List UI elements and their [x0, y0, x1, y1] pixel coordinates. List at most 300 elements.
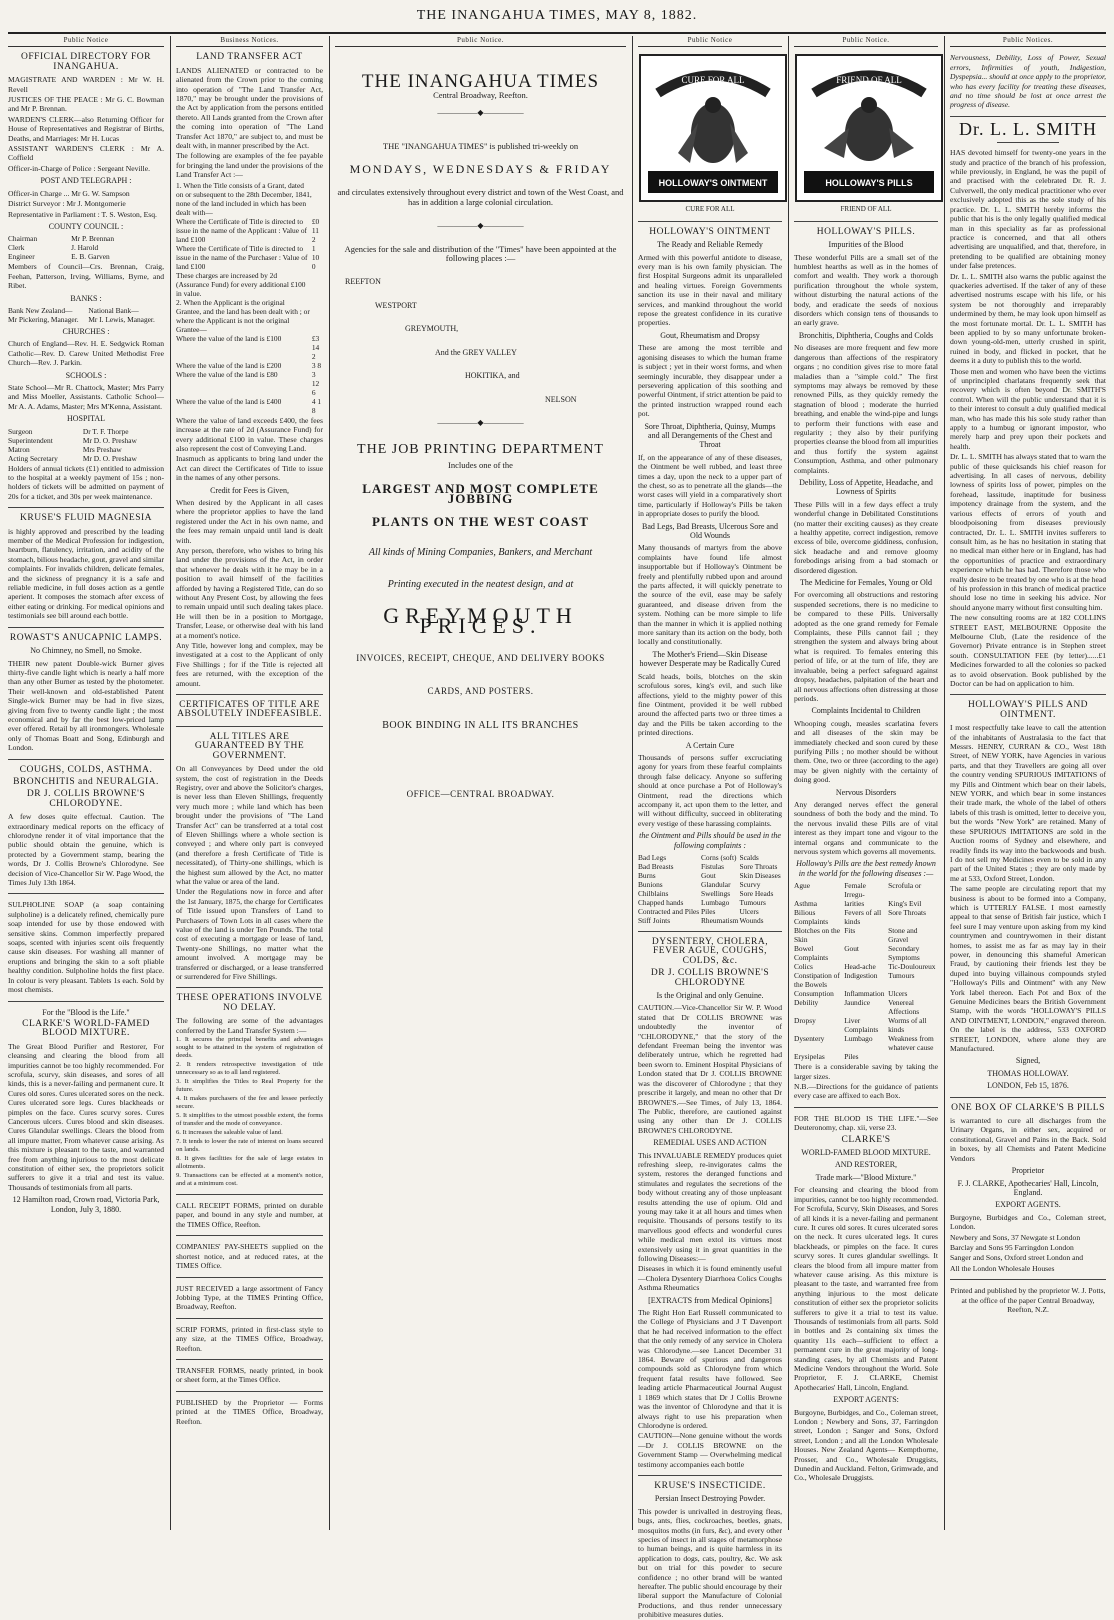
times-title: THE INANGAHUA TIMES — [361, 71, 600, 93]
remedial-heading: REMEDIAL USES AND ACTION — [653, 1138, 767, 1148]
table-cell: Scrofula or — [888, 881, 922, 891]
divider — [997, 142, 1059, 143]
table-cell: Stone and Gravel — [888, 926, 918, 945]
column-5 — [794, 36, 938, 1530]
table-row — [638, 916, 782, 925]
banks-table — [8, 306, 164, 324]
table-row — [176, 271, 323, 298]
fees-note: Where the value of land exceeds £400, the fees increase at the rate of 2d (Assurance Fund) for every additional £100 in value. These charges also represent the cost of Conveying Land. — [176, 415, 323, 453]
insecticide-subtitle: Persian Insect Destroying Powder. — [654, 1494, 766, 1504]
holloway-notice-text-2: The same people are circulating report that my business is about to be formed into a Company, which is UTTERLY FALSE. I most earnestly appeal to that sense of British fair justice, which I feel sure I may venture upon asking from my kind countrymen and countrywomen in their distant homes, to assist me as far as may lay in their power, in denouncing this shameful American Fraud, by cautioning their friends lest they be duped into buying villainous compounds styled "Holloway's Pills and Ointment" with any New York label thereon. Each Pot and Box of the Genuine Medicines bears the British Government Stamp, with the words "HOLLOWAY'S PILLS AND OINTMENT, LONDON," engraved thereon. On the label is the address, 533 OXFORD STREET, LONDON, where alone they are Manufactured. — [950, 884, 1106, 1054]
nervous-heading: Nervous Disorders — [835, 787, 897, 797]
police-entry: Officer-in-Charge of Police : Sergeant Neville. — [8, 163, 150, 173]
table-cell: Burns — [638, 871, 656, 880]
table-cell: Fistulas — [701, 862, 724, 871]
export-agents-text: Burgoyne, Burbidges, and Co., Coleman street, London ; Newbery and Sons, 37, Farringdon street, London ; Sanger and Sons, Oxford street, London ; and all the London Wholesale Houses. New Zealand Agents— Kempthorne, Prosser, and Co., Wholesale Druggists, Dunedin and Auckland. Felton, Grimwade, and Co., Wholesale Druggists. — [794, 1407, 938, 1483]
diseases-table — [794, 881, 938, 1061]
bronchitis-title: BRONCHITIS and NEURALGIA. — [13, 776, 159, 787]
credit-heading: Credit for Fees is Given, — [210, 485, 289, 495]
table-cell: Stiff Joints — [638, 916, 671, 925]
place-nelson: NELSON — [545, 394, 577, 404]
proprietor-text: F. J. CLARKE, Apothecaries' Hall, Lincoln, England. — [957, 1178, 1099, 1197]
list-item: 1. It secures the principal benefits and advantages sought to be attained in the system of registration of deeds. — [176, 1036, 323, 1060]
dr-collis-title: DR J. COLLIS BROWNE'S CHLORODYNE — [650, 968, 770, 988]
table-cell: Liver Complaints — [844, 1016, 879, 1035]
table-row — [8, 427, 164, 436]
place-greymouth: GREYMOUTH, — [405, 324, 459, 334]
table-row — [176, 370, 323, 397]
table-cell: Where the Certificate of Title is directed to issue in the name of the Applicant : Value of land £100 — [176, 216, 308, 244]
complaints-table — [638, 853, 782, 925]
divider — [794, 221, 938, 222]
table-row — [8, 306, 164, 315]
table-cell: King's Evil — [888, 899, 922, 909]
signed-label: Signed, — [1015, 1056, 1041, 1066]
debility-text: These Pills will in a few days effect a truly wonderful change in Debilitated Constitutions (no matter their exciting causes) as they create a healthy appetite, correct indigestion, remove excess of bile, overcome giddiness, confusion, sick headache and and remove gloomy forebodings arising from a bad stomach or disordered digestion. — [794, 499, 938, 575]
table-cell: Sore Throats — [739, 862, 778, 871]
divider — [176, 987, 323, 988]
hospital-heading: HOSPITAL — [66, 414, 106, 424]
table-row — [638, 898, 782, 907]
divider — [8, 1001, 164, 1002]
list-item: 8. It gives facilities for the sale of large estates in allotments. — [176, 1155, 323, 1171]
table-cell: E. B. Garven — [71, 252, 110, 262]
diseases-text: Diseases in which it is found eminently useful—Cholera Dysentery Diarrhoea Colics Coughs Asthma Rheumatics — [638, 1264, 782, 1293]
scrip-forms-ad: SCRIP FORMS, printed in first-class style to any size, at the TIMES Office, Broadway, Reefton. — [176, 1324, 323, 1353]
list-item: Barclay and Sons 95 Farringdon London — [950, 1242, 1074, 1252]
divider — [8, 759, 164, 760]
kruse-text: is highly approved and prescribed by the leading member of the Medical Profession for indigestion, heartburn, flatulency, irritation, and acidity of the stomach, bilious headache, gout, gravel and similar complaints. For invalids children, delicate females, and the sickness of pregnancy it is a safe and reliable medicine, in full doses action as a gentle aperient. It composes the stomach after excess of either eating or drinking. For medical opinions and testimonials see bill around each bottle. — [8, 526, 164, 621]
table-row — [176, 244, 323, 271]
blood-life-text: FOR THE BLOOD IS THE LIFE."—See Deuteronomy, chap. xii, verse 23. — [794, 1113, 938, 1133]
logo-label-text: HOLLOWAY'S OINTMENT — [658, 178, 768, 189]
insecticide-text: This powder is unrivalled in destroying fleas, bugs, ants, flies, cockroaches, beetles, gnats, mosquitos moths (in furs, &c), and every other species of insect in all stages of metamorphose to human beings, and is quite harmless in its application to dogs, cats, poultry, &c. We ask but on trial for this powder to secure confidence ; no other brand will be wanted hereafter. The public should encourage by their liberal support the Manufacture of Colonial Productions, and thus render unnecessary prohibitive measures duties. — [638, 1506, 782, 1620]
justices-entry: JUSTICES OF THE PEACE : Mr G. C. Bowman and Mr P. Brennan. — [8, 95, 164, 114]
gout-heading: Gout, Rheumatism and Dropsy — [660, 330, 760, 340]
children-heading: Complaints Incidental to Children — [811, 706, 921, 716]
table-cell: Fevers of all kinds — [844, 908, 882, 927]
column-rule — [170, 36, 171, 1530]
consulting-rooms: The new consulting rooms are at 182 COLLINS STREET EAST, MELBOURNE Opposite the Melbourne Club, (Late the residence of the Governor) Private entrance is in Stephen street south. CONSULTATION FEE (by letter)......£1 Medicines forwarded to all the colonies so packed as to avoid observation. Book published by the Doctor can be had on application to him. — [950, 613, 1106, 688]
smith-text: HAS devoted himself for twenty-one years in the study and practice of the branch of his profession, while previously, in England, he was the pupil of and practised with the celebrated Dr. R. J. Culverwell, the only medical practitioner who ever exclusively adopted this as the sole study of his practice. Dr. L. L. SMITH hereby informs the public that his is the only legally qualified medical man in this speciality as far as professional practice is concerned, and that all others advertising are unqualified, and that, therefore, in pretending to be qualified are obtaining money under false pretences. — [950, 148, 1106, 271]
proprietor-heading: Proprietor — [1011, 1166, 1045, 1176]
ointment-subtitle: The Ready and Reliable Remedy — [657, 240, 763, 250]
table-cell: Dr T. F. Thorpe — [82, 426, 129, 436]
smith-text-3: Those men and women who have been the victims of unprincipled charlatans frequently seek that recovery which is often beyond Dr. SMITH'S control. When will the public understand that it is to their interest to consult a duly qualified medical man, who has made this his sole study rather than apply to a humbug or ignorant impostor, who merely harp and prey upon their pockets and health. — [950, 366, 1106, 451]
hospital-note: Holders of annual tickets (£1) entitled to admission to the hospital at a weekly payment of 15s ; non-holders of tickets will be admitted on payment of 20s for a ticket, and 30s per week maintenance. — [8, 463, 164, 501]
table-row — [638, 880, 782, 889]
females-heading: The Medicine for Females, Young or Old — [800, 578, 932, 588]
circulation-text: and circulates extensively throughout every district and town of the West Coast, and has in addition a large colonial circulation. — [337, 187, 624, 207]
table-cell: Chapped hands — [638, 898, 684, 907]
table-row — [638, 862, 782, 871]
banks-heading: BANKS : — [70, 293, 102, 303]
table-cell: Sore Throats — [888, 908, 926, 918]
sore-throat-heading: Sore Throat, Diphtheria, Quinsy, Mumps and all Derangements of the Chest and Throat — [644, 421, 776, 450]
debility-heading: Debility, Loss of Appetite, Headache, and Lowness of Spirits — [799, 477, 933, 497]
column-header: Public Notices. — [950, 36, 1106, 47]
divider — [176, 1391, 323, 1392]
clarke-text: For cleansing and clearing the blood from impurities, cannot be too highly recommended. For Scrofula, Scurvy, Skin Diseases, and Sores of all kinds it is a never-failing and permanent cure. It cures old sores. It cures ulcerated sores on the neck. It cures ulcerated legs. It cures blackheads, or pimples on the face. It cures scurvy sores. It cures glandular swellings. It clears the blood from all impure matter from whatever cause arising. As this mixture is pleasant to the taste, and warranted free from anything injurious to the most delicate constitution of either sex the proprietor solicits sufferers to give it a trial to test its value. Thousands of testimonials from all parts. Sold in bottles and 2s containing six times the quantity 11s each—sufficient to effect a permanent cure in the great majority of long-standing cases, by all Chemists and Patent Medicine Vendors throughout the World. Sole Proprietor, F. J. CLARKE, Chemist Apothecaries' Hall, Lincoln, England. — [794, 1185, 938, 1392]
column-header: Public Notice — [638, 36, 782, 47]
divider — [8, 627, 164, 628]
includes-text: Includes one of the — [448, 459, 513, 470]
ornament: —————◆————— — [437, 417, 524, 427]
pills-title: HOLLOWAY'S PILLS. — [816, 226, 916, 237]
restorer-text: AND RESTORER, — [834, 1160, 898, 1170]
children-text: Whooping cough, measles scarlatina fevers and all diseases of the skin may be immediately checked and soon cured by these purifying Pills ; no mother should be without them. One, two or three (according to the age) may be given nightly with the certainty of doing good. — [794, 718, 938, 785]
bad-legs-text: Many thousands of martyrs from the above complaints have found life almost insupportable but if Holloway's Ointment be freely and plentifully rubbed upon and around the parts affected, it will quickly penetrate to the source of the evil, ease may be safely guaranteed, and disease driven from the system. Nothing can be more simple to life than the manner in which it is applied nothing more sanitary than its action on the body, both locally and constitutionally. — [638, 543, 782, 647]
clarke-address: 12 Hamilton road, Crown road, Victoria Park, London, July 3, 1880. — [12, 1195, 160, 1214]
type-received-ad: JUST RECEIVED a large assortment of Fancy Jobbing Type, at the TIMES Printing Office, Broadway, Reefton. — [176, 1283, 323, 1312]
office-text: OFFICE—CENTRAL BROADWAY. — [406, 789, 555, 800]
table-cell: Mr D. O. Preshaw — [82, 453, 137, 463]
table-cell: £0 11 2 — [311, 216, 320, 244]
credit-text-3: Any Title, however long and complex, may be investigated at a cost to the Applicant of only Five Shillings ; for if the Title is rejected all fees are returned, with the exception of the amount. — [176, 641, 323, 688]
pay-sheets-ad: COMPANIES' PAY-SHEETS supplied on the shortest notice, and at reduced rates, at the TIMES Office. — [176, 1242, 323, 1271]
table-row — [794, 926, 938, 944]
table-cell: Bad Legs — [638, 853, 667, 862]
list-item: 6. It increases the saleable value of land. — [176, 1129, 283, 1137]
smith-text-4: Dr. L. L. SMITH has always stated that to warn the public of these quicksands his chief reason for advertising. In all cases of nervous, debility lowness of spirits loss of power, pimples on the forehead, lassitude, inaptitude for business impotency drainage from the system, and the various effects of errors of youth and bloodpoisoning from diseases previously contracted, Dr. L. L. SMITH invites sufferers to consult him, as he has no hesitation in stating that no medical man either here or in England, has had the opportunities of practice and extraordinary experience which he has had. Therefore those who really desire to be treated by one who is at the head of his profession in this branch of medical practice should lose no time in seeking his advice. Nor should anyone marry without first consulting him. — [950, 452, 1106, 612]
table-cell: Mr Pickering, Manager. — [8, 314, 79, 324]
greymouth-prices: GREYMOUTH PRICES. — [383, 603, 578, 638]
insecticide-title: KRUSE'S INSECTICIDE. — [654, 1480, 766, 1491]
browne-title: DR J. COLLIS BROWNE'S CHLORODYNE. — [26, 789, 146, 809]
complaints-list-heading: the Ointment and Pills should be used in the following complaints : — [639, 831, 781, 850]
table-cell: Head-ache — [844, 962, 876, 972]
table-cell: Colics — [794, 962, 813, 972]
table-row — [638, 907, 782, 916]
post-entry: Officer-in Charge ... Mr G. W. Sampson — [8, 188, 130, 198]
extracts-heading: [EXTRACTS from Medical Opinions] — [648, 1295, 772, 1305]
column-rule — [329, 36, 330, 1530]
ornament: —————◆————— — [437, 221, 524, 231]
clarke-title: CLARKE'S — [841, 1134, 891, 1145]
guarantee-text: On all Conveyances by Deed under the old system, the cost of registration in the Deeds Registry, over and above the Solicitor's charges, is never less than Eleven Shillings, frequently very much more ; while land which has been brought under the provisions of "The Land Transfer Act" can be transferred at a total cost of Eleven Shillings where a whole section is conveyed ; and where only part is conveyed (and therefore a fresh Certificate of Title is necessitated), of Thirty-one shillings, which is the highest sum allowed by the Act, no matter what the value or area of the land. — [176, 764, 323, 886]
ointment-text: Armed with this powerful antidote to disease, every man is his own family physician. The first Hospital Surgeons admit its unparalleled and healing virtues. Foreign Governments sanction its use in their naval and military services, and mankind throughout the world repose the greatest confidence in its curative properties. — [638, 252, 782, 328]
hospital-table — [8, 427, 164, 463]
table-row — [638, 889, 782, 898]
transfer-forms-ad: TRANSFER FORMS, neatly printed, in book or sheet form, at the Times Office. — [176, 1365, 323, 1385]
divider — [176, 694, 323, 695]
schools-heading: SCHOOLS : — [65, 370, 107, 380]
column-2 — [176, 36, 323, 1530]
table-cell — [312, 298, 323, 334]
table-cell: Rheumatism — [701, 916, 739, 925]
smith-text-2: Dr. L. L. SMITH also warns the public against the quackeries advertised. If the taker of any of these advertised nostrums escape with his life, or his system be not thoroughly and irreparably undermined by them, he may look upon himself as the most fortunate mortal. Dr. L. L. SMITH has been applied to by so many unfortunate broken-down young-old-men, utterly crushed in spirit, ruined in body, and flicked in pocket, that he deems it a duty to publish this to the world. — [950, 271, 1106, 366]
clarke-title: CLARKE'S WORLD-FAMED BLOOD MIXTURE. — [22, 1018, 150, 1039]
sulpholine-text: SULPHOLINE SOAP (a soap containing sulpholine) is a delicately refined, chemically pure soap intended for use by those endowed with sensitive skins. Common imperfectly prepared soaps, scented with injuries scent oils frequently cause skin diseases. For washing all manner of eruptions and bringing the skin to a soft pliable healthy condition. Sulpholine holds the first place. In colour is very pleasant. Tablets 1s each. Sold by most chemists. — [8, 900, 164, 995]
gout-text: These are among the most terrible and agonising diseases to which the human frame is subject ; yet in their worst forms, and when seemingly incurable, they disappear under a persevering application of this soothing and powerful Ointment, if strict attention be paid to the printed instruction wrapped round each pot. — [638, 343, 782, 419]
one-box-title: ONE BOX OF CLARKE'S B PILLS — [951, 1102, 1105, 1113]
list-item: 5. It simplifies to the utmost possible extent, the forms of transfer and the mode of conveyance. — [176, 1112, 323, 1128]
females-text: For overcoming all obstructions and restoring suspended secretions, there is no medicine to be compared to these Pills. Universally adopted as the one grand remedy for Female Complaints, these Pills cannot fail ; they strengthen the system and always bring about what is required. To females entering this period of life, or at the turn of life, they are invaluable, being a perfect safeguard against dropsy, headaches, palpitation of the heart and all nervous affections often distressing at those periods. — [794, 590, 938, 703]
table-cell: Where the Certificate of Title is directed to issue in the name of the Purchaser : Value of land £100 — [176, 243, 308, 271]
table-cell: Where the value of the land is £400 — [176, 396, 282, 406]
column-header: Public Notice — [8, 36, 164, 47]
caution-text: CAUTION—None genuine without the words—Dr J. COLLIS BROWNE on the Government Stamp — Overwhelming medical testimony accompanies each bottle — [638, 1431, 782, 1469]
misc-ad: PUBLISHED by the Proprietor — Forms printed at the TIMES Office, Broadway, Reefton. — [176, 1397, 323, 1426]
list-item: Burgoyne, Burbidges and Co., Coleman street, London. — [950, 1212, 1106, 1232]
table-cell: Female Irregu- — [844, 881, 866, 900]
column-rule — [788, 36, 789, 1530]
table-cell: J. Harold — [71, 243, 99, 253]
export-agents-heading: EXPORT AGENTS. — [995, 1200, 1061, 1210]
table-row — [8, 252, 164, 261]
logo-label-text: HOLLOWAY'S PILLS — [825, 178, 913, 189]
table-cell: Ulcers — [888, 989, 908, 999]
table-cell: Lumbago — [701, 898, 730, 907]
holloways-pills-logo — [794, 53, 944, 203]
place-westport: WESTPORT — [375, 300, 417, 310]
job-printing-title: THE JOB PRINTING DEPARTMENT — [357, 442, 604, 458]
table-cell: Tumours — [739, 898, 766, 907]
publication-days: MONDAYS, WEDNESDAYS & FRIDAY — [349, 162, 612, 177]
table-cell: Mr P. Brennan — [71, 234, 115, 244]
table-cell: Dysentery — [794, 1034, 825, 1044]
post-heading: POST AND TELEGRAPH : — [40, 176, 132, 186]
table-cell: Piles — [844, 1052, 859, 1062]
fees-table — [176, 181, 323, 415]
mining-companies-text: All kinds of Mining Companies, Bankers, and Merchant — [368, 547, 593, 559]
table-cell: larities — [844, 899, 865, 909]
logo-top-text: FRIEND OF ALL — [836, 75, 902, 86]
column-header: Public Notice. — [335, 36, 626, 47]
divider — [794, 1107, 938, 1108]
table-cell: Mrs Preshaw — [82, 444, 122, 454]
table-cell: Ulcers — [739, 907, 759, 916]
place-hokitika: HOKITIKA, and — [465, 371, 520, 381]
rowast-text: THEIR new patent Double-wick Burner gives thirty-five candle light which is nearly a half more than any other Burner as tested by the photometer. Their well-known and old-established Patent Single-wick Burner may be had in five sizes, giving from five to twenty candle light ; the most economical and by far the best low-priced lamp ever offered. Retail by all ironmongers. Wholesale only of Thomas Boatt and Song, Edinburgh and London. — [8, 658, 164, 753]
table-row — [176, 298, 323, 334]
largest-jobbing: LARGEST AND MOST COMPLETE JOBBING — [362, 481, 599, 506]
table-cell: Where the value of the land is £80 — [176, 369, 278, 379]
table-row — [794, 1052, 938, 1061]
council-table — [8, 234, 164, 261]
ointment-title: HOLLOWAY'S OINTMENT — [649, 226, 771, 237]
divider — [8, 507, 164, 508]
table-cell: These charges are increased by 2d (Assurance Fund) for every additional £100 in value. — [176, 270, 306, 298]
table-cell: Gout — [844, 944, 859, 954]
saving-note: There is a considerable saving by taking the larger sizes. — [794, 1062, 938, 1081]
divider — [638, 931, 782, 932]
divider — [950, 1279, 1106, 1280]
table-cell: Superintendent — [8, 435, 53, 445]
council-members: Members of Council—Crs. Brennan, Craig, Feehan, Patterson, Irving, Williams, Byrne, and Ribet. — [8, 262, 164, 291]
divider — [176, 726, 323, 727]
divider — [950, 694, 1106, 695]
divider — [176, 1277, 323, 1278]
list-item: All the London Wholesale Houses — [950, 1263, 1055, 1273]
table-cell: Blotches on the Skin — [794, 926, 840, 945]
masthead — [0, 2, 1114, 28]
table-cell: 1 10 0 — [311, 243, 320, 271]
table-row — [794, 908, 938, 926]
table-row — [8, 436, 164, 445]
holloways-ointment-logo — [638, 53, 788, 203]
table-cell: Swellings — [701, 889, 731, 898]
table-cell — [888, 1052, 938, 1061]
agencies-text: Agencies for the sale and distribution of the "Times" have been appointed at the following places :— — [344, 243, 617, 264]
cards-text: CARDS, AND POSTERS. — [427, 686, 534, 697]
table-row — [638, 853, 782, 862]
imprint: Printed and published by the proprietor W. J. Potts, at the office of the paper Central Broadway, Reefton, N.Z. — [950, 1286, 1106, 1314]
table-cell: Where the value of the land is £100 — [176, 333, 282, 343]
table-cell: 1. When the Title consists of a Grant, dated on or subsequent to the 28th December, 1841, none of the land included in which has been dealt with— — [176, 180, 312, 217]
table-cell: Ague — [794, 881, 811, 891]
holloway-notice-text: I most respectfully take leave to call the attention of the inhabitants of Australasia to the fact that Messrs. HENRY, CURRAN & CO., West 18th Street, of NEW YORK, have Agencies in various parts, and that they Travellers are going all over the country vending SPURIOUS IMITATIONS of my Pills and Ointment which bear on their labels, NEW YORK, and which bear in some instances their trade mark, the whole of the label of others labels of this trash is omitted, letter to deceive you, but the words "New York" are retained. Many of these SPURIOUS IMITATIONS are sold in the Auction rooms of Sydney and elsewhere, and readily finds its way into the backwoods and bush. I do not sell my Medicines even to be sold in any part of the United States ; they are only made by me at 533, Oxford Street, London. — [950, 723, 1106, 883]
call-receipt-ad: CALL RECEIPT FORMS, printed on durable paper, and bound in any style and number, at the TIMES Office, Reefton. — [176, 1201, 323, 1229]
churches-entry: Church of England—Rev. H. E. Sedgwick Roman Catholic—Rev. D. Carew United Methodist Free Church—Rev. J. Parkin. — [8, 339, 164, 368]
table-cell: Piles — [701, 907, 716, 916]
table-cell: Mr I. Lewis, Manager. — [88, 314, 155, 324]
dysentery-title: DYSENTERY, CHOLERA, FEVER AGUE, COUGHS, COLDS, &c. — [651, 937, 769, 966]
table-cell — [312, 181, 323, 217]
table-row — [8, 243, 164, 252]
table-cell: Engineer — [8, 252, 35, 262]
mothers-friend-text: Scald heads, boils, blotches on the skin scrofulous sores, king's evil, and such like affections, yield to the mighty power of this fine Ointment, provided it be well rubbed around the affected parts two or three times a day and the Pills be taken according to the printed directions. — [638, 671, 782, 738]
table-row — [794, 944, 938, 962]
table-row — [176, 181, 323, 217]
table-cell: Bowel Complaints — [794, 944, 829, 963]
table-row — [794, 899, 938, 908]
table-row — [794, 1034, 938, 1052]
pills-text: These wonderful Pills are a small set of the humblest hearths as well as in the homes of comfort and wealth. They work a thorough purification throughout the whole system, without disturbing the natural actions of the body, and eradicate the seeds of noxious disorders which consign tens of thousands to an early grave. — [794, 252, 938, 328]
kruse-title: KRUSE'S FLUID MAGNESIA — [20, 513, 152, 524]
table-cell: Dropsy — [794, 1016, 816, 1026]
table-row — [794, 998, 938, 1016]
table-cell: Debility — [794, 998, 819, 1008]
table-row — [794, 971, 938, 989]
logo-caption: CURE FOR ALL — [685, 205, 735, 214]
operations-intro: The following are some of the advantages conferred by the Land Transfer System :— — [176, 1016, 323, 1035]
table-cell: Skin Diseases — [739, 871, 781, 880]
table-cell: Jaundice — [844, 998, 871, 1008]
clarke-subtitle: WORLD-FAMED BLOOD MIXTURE. — [801, 1148, 931, 1158]
certain-cure-text: Thousands of persons suffer excruciating agony for years from these fearful complaints through false delicacy. Anyone so suffering should at once purchase a Pot of Holloway's Ointment, read the directions which accompany it, act upon them to the letter, and will without difficulty, succeed in obliterating every vestige of these harassing complaints. — [638, 752, 782, 828]
table-cell: Mr D. O. Preshaw — [82, 435, 137, 445]
table-cell: 4 1 8 — [311, 396, 322, 415]
column-rule — [632, 36, 633, 1530]
divider — [950, 1097, 1106, 1098]
masthead-rule — [8, 32, 1106, 34]
trademark-text: Trade mark—"Blood Mixture." — [815, 1172, 917, 1182]
rowast-subtitle: No Chimney, no Smell, no Smoke. — [30, 646, 142, 656]
table-cell: Bank New Zealand— — [8, 305, 73, 315]
table-cell: 3 12 6 — [311, 369, 320, 397]
divider — [8, 893, 164, 894]
table-cell: National Bank— — [88, 305, 139, 315]
surveyor-entry: District Surveyor : Mr J. Montgomerie — [8, 199, 126, 209]
table-cell: Bad Breasts — [638, 862, 674, 871]
table-cell: Inflammation — [844, 989, 885, 999]
dr-smith-title: Dr. L. L. SMITH — [959, 118, 1097, 139]
holloway-signature: THOMAS HOLLOWAY. — [987, 1068, 1069, 1078]
holloway-date: LONDON, Feb 15, 1876. — [987, 1081, 1069, 1091]
plants-west-coast: PLANTS ON THE WEST COAST — [372, 513, 589, 529]
table-cell: 2. When the Applicant is the original Grantee, and the land has been dealt with ; or where the Applicant is not the original Grantee— — [176, 297, 310, 334]
council-heading: COUNTY COUNCIL : — [48, 221, 124, 231]
extracts-text: The Right Hon Earl Russell communicated to the College of Physicians and J T Davenport that he had received information to the effect that the only remedy of any service in Cholera was Chlorodyne.—see Lancet December 31 1864. Beware of spurious and dangerous compounds sold as Chlorodyne from which frequent fatal results have followed. See leading article Pharmaceutical Journal August 1 1869 which states that Dr J Collis Browne was the inventor of Chlorodyne and that it is always right to use his preparation when Chlorodyne is ordered. — [638, 1308, 782, 1430]
divider — [176, 1359, 323, 1360]
coughs-title: COUGHS, COLDS, ASTHMA. — [19, 764, 153, 775]
divider — [176, 1235, 323, 1236]
table-cell: Contracted and Piles — [638, 907, 700, 916]
table-cell: Scurvy — [739, 880, 761, 889]
land-transfer-title: LAND TRANSFER ACT — [196, 52, 303, 63]
certificates-heading: CERTIFICATES OF TITLE ARE ABSOLUTELY INDEFEASIBLE. — [177, 700, 322, 720]
divider — [950, 116, 1106, 117]
directory-title: OFFICIAL DIRECTORY FOR INANGAHUA. — [21, 52, 151, 72]
certain-cure-heading: A Certain Cure — [685, 740, 735, 750]
logo-top-text: CURE FOR ALL — [681, 75, 745, 86]
table-row — [176, 217, 323, 244]
list-item: Sanger and Sons, Oxford street London and — [950, 1253, 1084, 1263]
table-cell: 3 8 — [311, 360, 322, 370]
dr-collis-subtitle: Is the Original and only Genuine. — [656, 991, 764, 1001]
wardens-clerk-entry: WARDEN'S CLERK—also Returning Officer for House of Representatives and Registrar of Births, Deaths, and Marriages: Mr H. Lucas — [8, 114, 164, 143]
divider — [638, 1475, 782, 1476]
table-cell: Wounds — [739, 916, 764, 925]
times-address: Central Broadway, Reefton. — [433, 89, 528, 100]
printing-executed-text: Printing executed in the neatest design, and at — [387, 578, 574, 590]
table-cell: Acting Secretary — [8, 453, 58, 463]
remedial-text: This INVALUABLE REMEDY produces quiet refreshing sleep, re-invigorates calms the system, restores the deranged functions and stimulates and regulates the secretions of the body without creating any of those unpleasant results attending the use of opium. Old and young may take it at all hours and times when requisite. Thousands of persons testify to its marvellous good effects and wonderful cures while medical men extol its virtues most extensively using it in great quantities in the following Diseases:— — [638, 1150, 782, 1263]
list-item: 7. It tends to lower the rate of interest on loans secured on lands. — [176, 1138, 323, 1154]
parliament-entry: Representative in Parliament : T. S. Weston, Esq. — [8, 209, 157, 219]
table-cell: Sore Heads — [739, 889, 774, 898]
table-cell: Corns (soft) — [701, 853, 737, 862]
logo-caption: FRIEND OF ALL — [840, 205, 892, 214]
pills-subtitle: Impurities of the Blood — [828, 240, 904, 250]
table-cell — [312, 271, 323, 298]
table-cell: Gout — [701, 871, 716, 880]
table-row — [794, 881, 938, 899]
table-cell: Glandular — [701, 880, 731, 889]
column-header: Business Notices. — [176, 36, 323, 47]
table-row — [176, 361, 323, 370]
guarantee-text-2: Under the Regulations now in force and after the 1st January, 1875, the charge for Certificates of Title issued upon Transfers of Land to Purchasers of Town Lots in all cases where the value of the land is under Ten Pounds. The total cost of executing a mortgage or lease of land, Twenty-one Shillings, no matter what the amount involved. A mortgage may be transferred or discharged, or a lease transferred or surrendered for Five Shillings. — [176, 887, 323, 982]
table-cell: £3 14 2 — [311, 333, 320, 361]
nervousness-text: Nervousness, Debility, Loss of Power, Sexual errors, Infirmities of youth, Indigestion, Dyspepsia... should at once apply to the proprietor, who has every facility for treating these diseases, and no time should be lost at once arrest the progress of disease. — [950, 53, 1106, 110]
land-para-2: Inasmuch as applicants to bring land under the Act can direct the Certificates of Title to issue in the names of any other persons. — [176, 454, 323, 483]
list-item: 3. It simplifies the Titles to Real Property for the future. — [176, 1078, 323, 1094]
divider — [176, 1318, 323, 1319]
clarke-text: The Great Blood Purifier and Restorer, For cleansing and clearing the blood from all impurities cannot be too highly recommended. For scrofula, scurvy, skin diseases, and sores of all kinds, this is a never-failing and permanent cure. It Cures old sores. Cures ulcerated sores on the neck. Cures ulcerated sore legs. Cures blackheads or pimples on the face. Cures scurvy sores. Cures Cancerous ulcers. Cures blood and skin diseases. Cures Glandular swellings. Clears the blood from all impure matter, From whatever cause arising. As this mixture is pleasant to the taste, and warranted free from anything injurious to the most delicate constitution of either sex, the proprietors solicit sufferers to give it a trial and test its value. Thousands of testimonials from all parts. — [8, 1041, 164, 1192]
table-row — [8, 445, 164, 454]
table-row — [8, 315, 164, 324]
credit-text: When desired by the Applicant in all cases where the proprietor applies to have the land registered under the Act in his own name, and the fees may remain unpaid until land is dealt with. — [176, 497, 323, 545]
sore-throat-text: If, on the appearance of any of these diseases, the Ointment be well rubbed, and least three times a day, upon the neck to a upper part of the chest, so as to penetrate all the glands—the worst cases will yield in a comparatively short time, particularly if Holloway's Pills be taken in appropriate doses to purify the blood. — [638, 452, 782, 519]
column-1 — [8, 36, 164, 1530]
table-cell: Tumours — [888, 971, 915, 981]
table-cell: Bunions — [638, 880, 663, 889]
table-cell: Constipation of the Bowels — [794, 971, 840, 990]
masthead-text: THE INANGAHUA TIMES, MAY 8, 1882. — [416, 8, 698, 23]
table-row — [176, 397, 323, 415]
fees-intro: The following are examples of the fee payable for bringing the land under the provisions of the Land Transfer Act :— — [176, 151, 323, 180]
published-line: THE "INANGAHUA TIMES" is published tri-weekly on — [382, 140, 579, 151]
table-row — [794, 962, 938, 971]
table-cell: Consumption — [794, 989, 834, 999]
ornament: —————◆————— — [437, 108, 524, 118]
column-3 — [335, 36, 626, 1530]
mothers-friend-heading: The Mother's Friend—Skin Disease however Desperate may be Radically Cured — [639, 649, 781, 669]
divider — [638, 221, 782, 222]
table-cell: Surgeon — [8, 426, 33, 436]
bad-legs-heading: Bad Legs, Bad Breasts, Ulcerous Sore and Old Wounds — [642, 521, 778, 540]
